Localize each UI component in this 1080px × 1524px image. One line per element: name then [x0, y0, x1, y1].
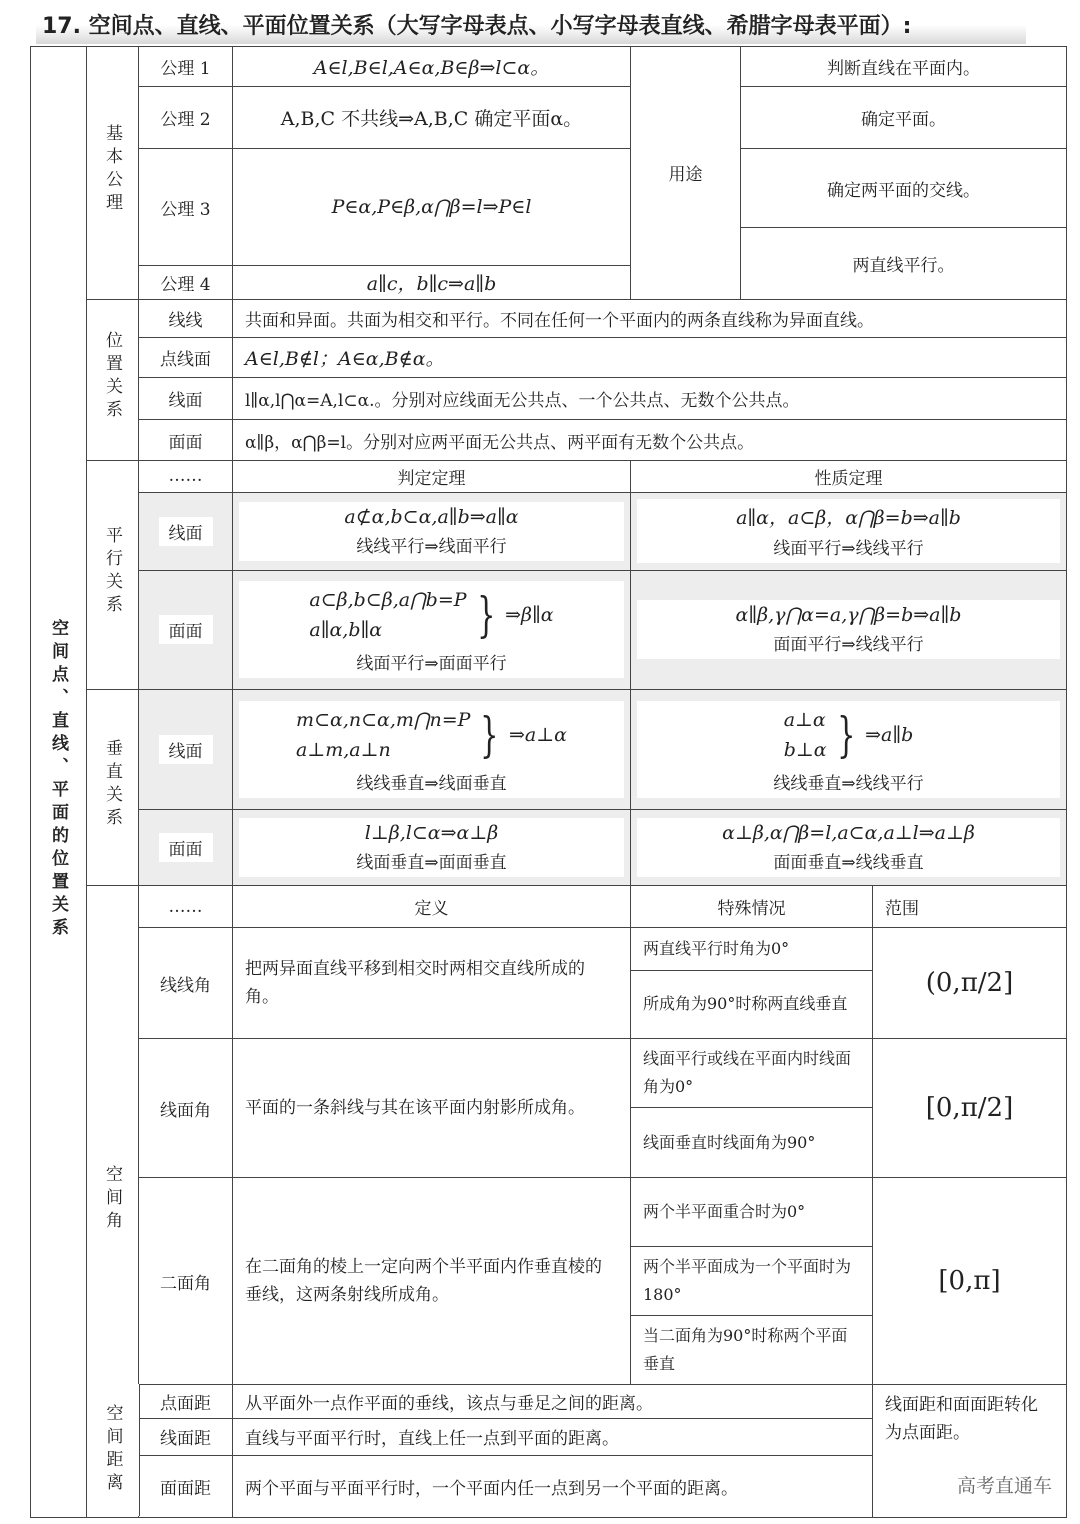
axiom-name: 公理 2	[139, 87, 233, 149]
par-plane-prop: α∥β,γ⋂α=a,γ⋂β=b⇒a∥b 面面平行⇒线线平行	[631, 571, 1067, 689]
axiom-formula: A∈l,B∈l,A∈α,B∈β⇒l⊂α。	[233, 47, 631, 87]
relations-table	[30, 46, 1067, 1518]
axiom-use: 两直线平行。	[741, 227, 1067, 299]
angle-range: [0,π]	[873, 1178, 1067, 1385]
use-label: 用途	[631, 47, 741, 300]
angle-special: 当二面角为90°时称两个平面垂直	[631, 1316, 873, 1385]
prop-header: 性质定理	[631, 460, 1067, 492]
brace-icon: }	[480, 706, 499, 763]
theorem-name: 面面	[139, 810, 233, 886]
angle-special: 两个半平面成为一个平面时为180°	[631, 1246, 873, 1315]
angle-special: 所成角为90°时称两直线垂直	[631, 970, 873, 1038]
axiom-formula: P∈α,P∈β,α⋂β=l⇒P∈l	[233, 149, 631, 265]
position-text: l∥α,l⋂α=A,l⊂α.。分别对应线面无公共点、一个公共点、无数个公共点。	[233, 378, 1067, 420]
axiom-formula: a∥c，b∥c⇒a∥b	[233, 265, 631, 299]
axiom-name: 公理 1	[139, 47, 233, 87]
perp-line-judge: m⊂α,n⊂α,m⋂n=P a⊥m,a⊥n } ⇒a⊥α 线线垂直⇒线面垂直	[233, 689, 631, 809]
distance-text: 从平面外一点作平面的垂线，该点与垂足之间的距离。	[233, 1385, 873, 1419]
axiom-use: 确定两平面的交线。	[741, 149, 1067, 227]
angles-group: 空间角	[87, 886, 139, 1518]
angle-special: 线面平行或线在平面内时线面角为0°	[631, 1038, 873, 1107]
watermark: 高考直通车	[956, 1475, 1052, 1497]
angle-special: 两直线平行时角为0°	[631, 928, 873, 970]
axiom-use: 判断直线在平面内。	[741, 47, 1067, 87]
position-text: 共面和异面。共面为相交和平行。不同在任何一个平面内的两条直线称为异面直线。	[233, 299, 1067, 337]
angle-range: [0,π/2]	[873, 1038, 1067, 1178]
distances-group-label: 空间距离	[86, 1384, 140, 1516]
range-header: 范围	[873, 886, 1067, 928]
distance-text: 两个平面与平面平行时，一个平面内任一点到另一个平面的距离。	[233, 1455, 873, 1517]
angle-name: 线线角	[139, 928, 233, 1038]
angle-special: 线面垂直时线面角为90°	[631, 1108, 873, 1178]
perp-plane-prop: α⊥β,α⋂β=l,a⊂α,a⊥l⇒a⊥β 面面垂直⇒线线垂直	[631, 810, 1067, 886]
par-line-judge: a⊄α,b⊂α,a∥b⇒a∥α 线线平行⇒线面平行	[233, 492, 631, 570]
angle-def: 把两异面直线平移到相交时两相交直线所成的角。	[233, 928, 631, 1038]
par-plane-judge: a⊂β,b⊂β,a⋂b=P a∥α,b∥α } ⇒β∥α 线面平行⇒面面平行	[233, 571, 631, 689]
distance-note: 线面距和面面距转化为点面距。	[873, 1385, 1067, 1518]
axiom-formula: A,B,C 不共线⇒A,B,C 确定平面α。	[233, 87, 631, 149]
distance-name: 线面距	[139, 1419, 233, 1455]
angle-special: 两个半平面重合时为0°	[631, 1178, 873, 1246]
def-header: 定义	[233, 886, 631, 928]
perp-line-prop: a⊥α b⊥α } ⇒a∥b 线线垂直⇒线线平行	[631, 689, 1067, 809]
brace-icon: }	[836, 706, 855, 763]
position-name: 线面	[139, 378, 233, 420]
dots: ……	[139, 460, 233, 492]
position-name: 线线	[139, 299, 233, 337]
angle-def: 在二面角的棱上一定向两个半平面内作垂直棱的垂线，这两条射线所成角。	[233, 1178, 631, 1385]
position-name: 点线面	[139, 338, 233, 378]
distance-name: 面面距	[139, 1455, 233, 1517]
axiom-use: 确定平面。	[741, 87, 1067, 149]
angle-name: 线面角	[139, 1038, 233, 1178]
angle-range: (0,π/2]	[873, 928, 1067, 1038]
special-header: 特殊情况	[631, 886, 873, 928]
page-title: 17. 空间点、直线、平面位置关系（大写字母表点、小写字母表直线、希腊字母表平面）:	[36, 10, 1026, 44]
dots: ……	[139, 886, 233, 928]
perp-group: 垂直关系	[87, 689, 139, 886]
brace-icon: }	[476, 587, 495, 644]
distance-text: 直线与平面平行时，直线上任一点到平面的距离。	[233, 1419, 873, 1455]
theorem-name: 线面	[139, 492, 233, 570]
axiom-name: 公理 3	[139, 149, 233, 265]
perp-plane-judge: l⊥β,l⊂α⇒α⊥β 线面垂直⇒面面垂直	[233, 810, 631, 886]
position-name: 面面	[139, 420, 233, 460]
side-label: 空间点、直线、平面的位置关系	[31, 47, 87, 1518]
parallel-group: 平行关系	[87, 460, 139, 689]
angle-name: 二面角	[139, 1178, 233, 1385]
judge-header: 判定定理	[233, 460, 631, 492]
axioms-group: 基本公理	[87, 47, 139, 300]
theorem-name: 线面	[139, 689, 233, 809]
position-text: A∈l,B∉l；A∈α,B∉α。	[233, 338, 1067, 378]
axiom-name: 公理 4	[139, 265, 233, 299]
theorem-name: 面面	[139, 571, 233, 689]
distance-name: 点面距	[139, 1385, 233, 1419]
position-group: 位置关系	[87, 299, 139, 460]
angle-def: 平面的一条斜线与其在该平面内射影所成角。	[233, 1038, 631, 1178]
position-text: α∥β，α⋂β=l。分别对应两平面无公共点、两平面有无数个公共点。	[233, 420, 1067, 460]
par-line-prop: a∥α，a⊂β，α⋂β=b⇒a∥b 线面平行⇒线线平行	[631, 492, 1067, 570]
